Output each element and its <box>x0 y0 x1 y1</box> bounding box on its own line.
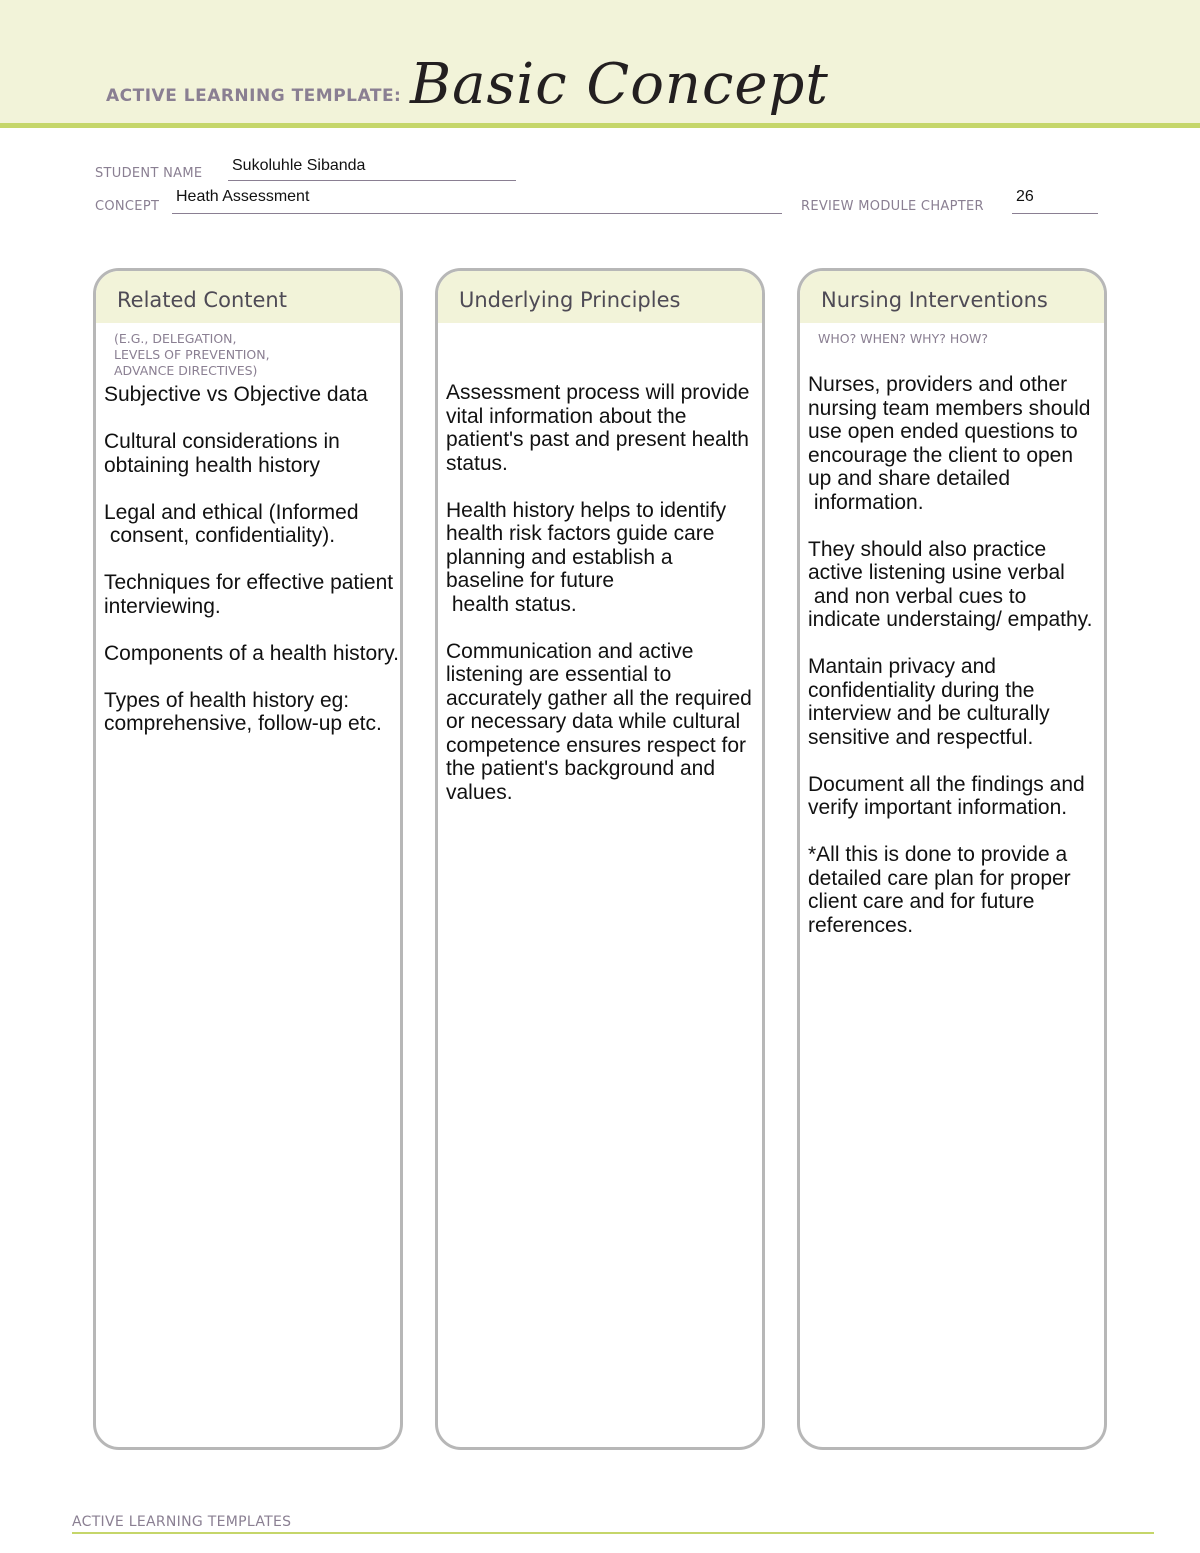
related-content-hint <box>114 331 400 379</box>
concept-value[interactable]: Heath Assessment <box>176 188 310 205</box>
hint-line: WHO? WHEN? WHY? HOW? <box>818 331 989 346</box>
underlying-principles-title: Underlying Principles <box>438 271 762 323</box>
paragraph: They should also practice active listening usine verbal and non verbal cues to indicate understaing/ empathy. <box>808 537 1093 631</box>
underlying-principles-box <box>435 268 765 1450</box>
paragraph: Subjective vs Objective data <box>104 383 368 406</box>
paragraph: Techniques for effective patient interviewing. <box>104 571 399 618</box>
paragraph: *All this is done to provide a detailed care plan for proper client care and for future references. <box>808 843 1077 937</box>
template-label: ACTIVE LEARNING TEMPLATE: <box>106 86 402 106</box>
review-module-line <box>1012 213 1098 214</box>
related-content-title: Related Content <box>96 271 400 323</box>
template-title: Basic Concept <box>410 52 829 117</box>
concept-line <box>172 213 782 214</box>
paragraph: Assessment process will provide vital information about the patient's past and present health status. <box>446 381 756 475</box>
nursing-interventions-box <box>797 268 1107 1450</box>
footer-label: ACTIVE LEARNING TEMPLATES <box>72 1514 292 1530</box>
hint-line: ADVANCE DIRECTIVES) <box>114 363 258 378</box>
paragraph: Health history helps to identify health risk factors guide care planning and establish a baseline for future health status. <box>446 498 727 616</box>
paragraph: Cultural considerations in obtaining health history <box>104 430 346 477</box>
paragraph: Components of a health history. <box>104 641 399 665</box>
hint-line: LEVELS OF PREVENTION, <box>114 347 270 362</box>
paragraph: Document all the findings and verify important information. <box>808 772 1091 819</box>
related-content-box <box>93 268 403 1450</box>
paragraph: Nurses, providers and other nursing team members should use open ended questions to encourage the client to open up and share detailed information. <box>808 373 1091 514</box>
review-module-value[interactable]: 26 <box>1016 188 1034 205</box>
paragraph: Communication and active listening are essential to accurately gather all the required or necessary data while cultural competence ensures respect for the patient's background and values. <box>446 639 758 804</box>
student-name-line <box>228 180 516 181</box>
student-name-value[interactable]: Sukoluhle Sibanda <box>232 157 366 174</box>
header-divider <box>0 123 1200 128</box>
underlying-principles-hint <box>456 331 762 379</box>
nursing-interventions-title: Nursing Interventions <box>800 271 1104 323</box>
student-name-label: STUDENT NAME <box>95 166 203 181</box>
review-module-label: REVIEW MODULE CHAPTER <box>801 199 984 214</box>
hint-line: (E.G., DELEGATION, <box>114 331 237 346</box>
related-content-body[interactable] <box>104 383 400 736</box>
footer-divider <box>72 1532 1154 1534</box>
concept-label: CONCEPT <box>95 199 160 214</box>
paragraph: Legal and ethical (Informed consent, confidentiality). <box>104 500 359 547</box>
paragraph: Types of health history eg: comprehensive, follow-up etc. <box>104 688 382 735</box>
paragraph: Mantain privacy and confidentiality during the interview and be culturally sensitive and respectful. <box>808 655 1056 749</box>
nursing-interventions-body[interactable] <box>808 373 1100 937</box>
nursing-interventions-hint <box>818 331 1104 379</box>
underlying-principles-body[interactable] <box>446 381 756 804</box>
